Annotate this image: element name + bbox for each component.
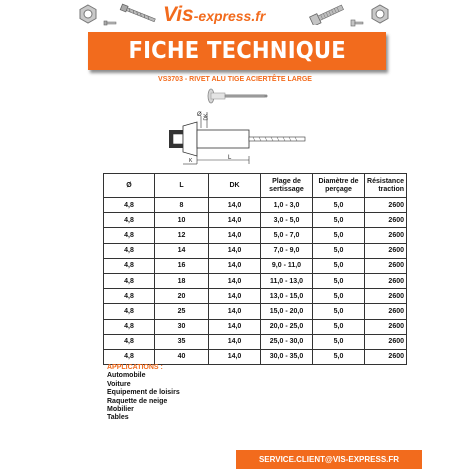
table-cell: 9,0 - 11,0 — [261, 258, 313, 273]
application-item: Equipement de loisirs — [107, 389, 180, 397]
table-cell: 11,0 - 13,0 — [261, 273, 313, 288]
column-header: L — [155, 174, 209, 198]
title-banner — [88, 32, 386, 70]
table-cell: 4,8 — [104, 349, 155, 364]
spec-table — [103, 173, 407, 365]
table-cell: 4,8 — [104, 243, 155, 258]
table-cell: 18 — [155, 273, 209, 288]
table-cell: 5,0 — [313, 213, 365, 228]
table-row — [104, 349, 407, 364]
table-cell: 5,0 - 7,0 — [261, 228, 313, 243]
table-cell: 25,0 - 30,0 — [261, 334, 313, 349]
table-cell: 7,0 - 9,0 — [261, 243, 313, 258]
column-header: Diamètre de perçage — [313, 174, 365, 198]
rivet-diagram — [163, 108, 313, 168]
table-cell: 2600 — [365, 273, 407, 288]
table-cell: 5,0 — [313, 334, 365, 349]
table-cell: 2600 — [365, 198, 407, 213]
column-header: Résistance traction — [365, 174, 407, 198]
screw-icon — [103, 18, 117, 28]
applications-list — [107, 364, 180, 423]
table-row — [104, 243, 407, 258]
table-cell: 4,8 — [104, 304, 155, 319]
table-header-row — [104, 174, 407, 198]
table-cell: 30,0 - 35,0 — [261, 349, 313, 364]
table-cell: 10 — [155, 213, 209, 228]
table-cell: 15,0 - 20,0 — [261, 304, 313, 319]
table-cell: 8 — [155, 198, 209, 213]
table-cell: 14 — [155, 243, 209, 258]
table-cell: 2600 — [365, 243, 407, 258]
table-cell: 4,8 — [104, 198, 155, 213]
table-row — [104, 289, 407, 304]
nut-icon — [78, 4, 98, 24]
application-item: Tables — [107, 414, 129, 422]
table-cell: 2600 — [365, 349, 407, 364]
table-cell: 20 — [155, 289, 209, 304]
table-cell: 3,0 - 5,0 — [261, 213, 313, 228]
table-cell: 30 — [155, 319, 209, 334]
table-cell: 14,0 — [209, 319, 261, 334]
table-cell: 4,8 — [104, 273, 155, 288]
logo-suffix: -express.fr — [193, 8, 266, 24]
footer-contact[interactable] — [236, 450, 422, 469]
table-cell: 4,8 — [104, 213, 155, 228]
column-header: Plage de sertissage — [261, 174, 313, 198]
table-row — [104, 273, 407, 288]
table-row — [104, 198, 407, 213]
diagram-label-dk: DK — [203, 113, 210, 121]
table-cell: 2600 — [365, 304, 407, 319]
table-row — [104, 334, 407, 349]
table-cell: 14,0 — [209, 273, 261, 288]
table-row — [104, 228, 407, 243]
table-row — [104, 319, 407, 334]
table-cell: 14,0 — [209, 349, 261, 364]
table-cell: 2600 — [365, 289, 407, 304]
application-item: Mobilier — [107, 406, 134, 414]
table-cell: 5,0 — [313, 258, 365, 273]
table-cell: 2600 — [365, 228, 407, 243]
table-cell: 5,0 — [313, 198, 365, 213]
application-item: Raquette de neige — [107, 397, 168, 405]
table-row — [104, 304, 407, 319]
table-cell: 14,0 — [209, 334, 261, 349]
table-cell: 2600 — [365, 213, 407, 228]
brand-logo[interactable] — [163, 3, 265, 27]
table-cell: 14,0 — [209, 213, 261, 228]
table-cell: 2600 — [365, 319, 407, 334]
bolt-icon — [308, 3, 348, 25]
diagram-label-l: L — [228, 155, 232, 161]
table-cell: 5,0 — [313, 349, 365, 364]
table-cell: 14,0 — [209, 228, 261, 243]
table-cell: 35 — [155, 334, 209, 349]
applications-heading: APPLICATIONS : — [107, 364, 163, 371]
table-cell: 12 — [155, 228, 209, 243]
table-cell: 20,0 - 25,0 — [261, 319, 313, 334]
table-cell: 14,0 — [209, 243, 261, 258]
application-item: Voiture — [107, 380, 131, 388]
table-cell: 4,8 — [104, 258, 155, 273]
application-item: Automobile — [107, 372, 146, 380]
table-cell: 25 — [155, 304, 209, 319]
table-cell: 4,8 — [104, 289, 155, 304]
page-title: FICHE TECHNIQUE — [128, 38, 346, 64]
table-body — [104, 198, 407, 365]
contact-email[interactable]: SERVICE.CLIENT@VIS-EXPRESS.FR — [258, 455, 400, 464]
table-cell: 14,0 — [209, 198, 261, 213]
table-cell: 4,8 — [104, 334, 155, 349]
table-cell: 14,0 — [209, 258, 261, 273]
diagram-label-k: K — [189, 158, 193, 164]
table-cell: 13,0 - 15,0 — [261, 289, 313, 304]
table-row — [104, 213, 407, 228]
table-cell: 14,0 — [209, 304, 261, 319]
table-cell: 5,0 — [313, 228, 365, 243]
table-cell: 5,0 — [313, 273, 365, 288]
table-cell: 5,0 — [313, 304, 365, 319]
diagram-label-d: Ø — [197, 112, 202, 118]
logo-main: Vis — [163, 3, 194, 26]
table-cell: 1,0 - 3,0 — [261, 198, 313, 213]
rivet-photo — [205, 87, 269, 105]
product-reference: VS3703 - RIVET ALU TIGE ACIERTÊTE LARGE — [158, 76, 312, 83]
screw-icon — [118, 3, 160, 25]
column-header: Ø — [104, 174, 155, 198]
table-cell: 2600 — [365, 334, 407, 349]
table-row — [104, 258, 407, 273]
column-header: DK — [209, 174, 261, 198]
table-cell: 4,8 — [104, 319, 155, 334]
table-cell: 16 — [155, 258, 209, 273]
table-cell: 5,0 — [313, 289, 365, 304]
table-cell: 5,0 — [313, 319, 365, 334]
table-cell: 5,0 — [313, 243, 365, 258]
table-cell: 14,0 — [209, 289, 261, 304]
nut-icon — [370, 4, 390, 24]
table-cell: 4,8 — [104, 228, 155, 243]
table-cell: 2600 — [365, 258, 407, 273]
table-cell: 40 — [155, 349, 209, 364]
bolt-icon — [350, 18, 364, 28]
